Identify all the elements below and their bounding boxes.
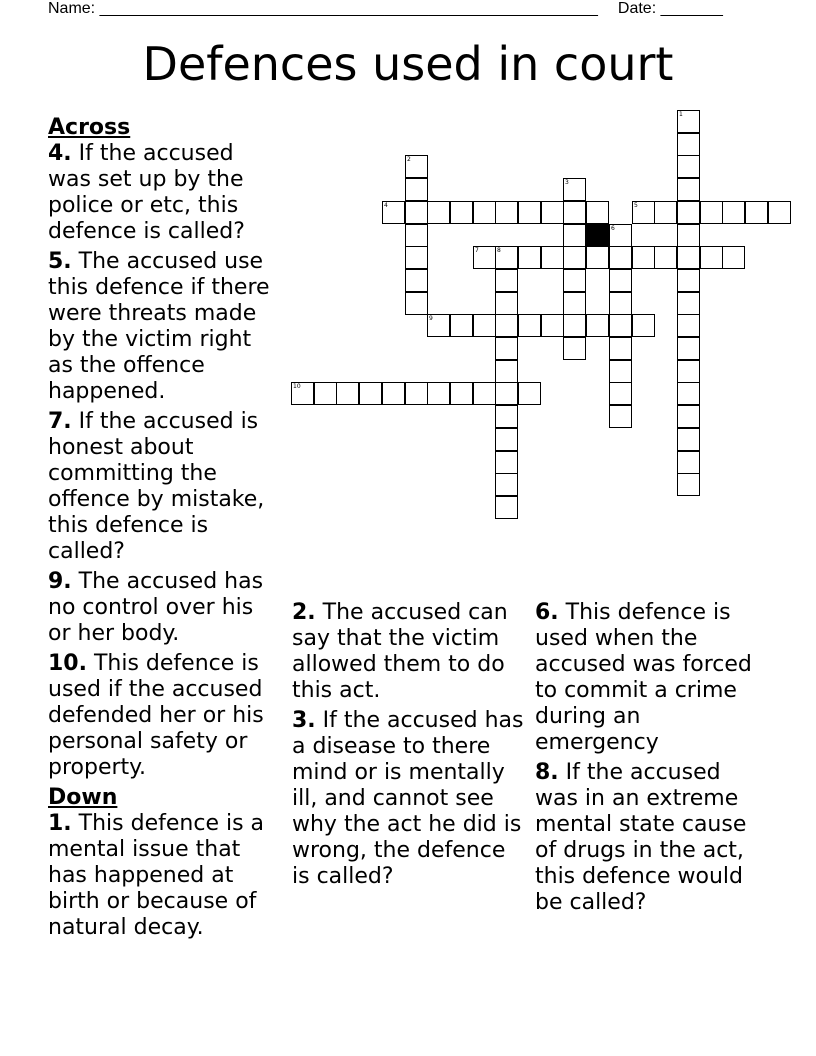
crossword-cell[interactable] [473, 382, 496, 405]
crossword-cell[interactable] [563, 246, 586, 269]
crossword-cell[interactable] [427, 314, 450, 337]
cell-number: 7 [475, 247, 479, 254]
crossword-cell[interactable] [563, 178, 586, 201]
crossword-cell[interactable] [632, 246, 655, 269]
crossword-cell[interactable] [518, 246, 541, 269]
across-clue-7 [48, 409, 280, 565]
crossword-cell[interactable] [427, 382, 450, 405]
crossword-cell[interactable] [495, 451, 518, 474]
crossword-cell[interactable] [677, 292, 700, 315]
clue-number: 9. [48, 569, 72, 594]
crossword-cell[interactable] [609, 405, 632, 428]
crossword-black-cell [586, 224, 609, 247]
clue-text: This defence is a mental issue that has happened at birth or because of natural decay. [48, 811, 265, 940]
crossword-cell[interactable] [563, 337, 586, 360]
crossword-cell[interactable] [450, 382, 473, 405]
crossword-cell[interactable] [495, 382, 518, 405]
crossword-cell[interactable] [677, 178, 700, 201]
crossword-cell[interactable] [495, 314, 518, 337]
down-clue-1 [48, 811, 280, 941]
crossword-cell[interactable] [677, 473, 700, 496]
crossword-cell[interactable] [518, 201, 541, 224]
crossword-cell[interactable] [405, 292, 428, 315]
clue-text: If the accused was set up by the police or etc, this defence is called? [48, 141, 245, 244]
cell-number: 3 [565, 179, 569, 186]
crossword-cell[interactable] [473, 201, 496, 224]
crossword-cell[interactable] [541, 201, 564, 224]
crossword-cell[interactable] [495, 246, 518, 269]
crossword-cell[interactable] [563, 224, 586, 247]
crossword-cell[interactable] [609, 292, 632, 315]
crossword-cell[interactable] [359, 382, 382, 405]
clue-column-1 [48, 115, 280, 945]
crossword-cell[interactable] [609, 269, 632, 292]
cell-number: 1 [679, 111, 683, 118]
clue-number: 4. [48, 141, 72, 166]
crossword-cell[interactable] [427, 201, 450, 224]
crossword-cell[interactable] [495, 337, 518, 360]
cell-number: 8 [497, 247, 501, 254]
crossword-cell[interactable] [518, 314, 541, 337]
crossword-cell[interactable] [563, 292, 586, 315]
cell-number: 4 [384, 202, 388, 209]
crossword-cell[interactable] [495, 360, 518, 383]
crossword-cell[interactable] [700, 246, 723, 269]
name-field[interactable]: Name: ________________________________________________________ [48, 0, 598, 17]
crossword-cell[interactable] [495, 405, 518, 428]
crossword-cell[interactable] [314, 382, 337, 405]
crossword-cell[interactable] [677, 246, 700, 269]
across-clue-9 [48, 569, 280, 647]
crossword-cell[interactable] [677, 269, 700, 292]
crossword-cell[interactable] [563, 269, 586, 292]
across-clue-4 [48, 141, 280, 245]
clue-text: If the accused was in an extreme mental state cause of drugs in the act, this defence would be called? [535, 760, 747, 915]
crossword-cell[interactable] [382, 382, 405, 405]
across-clue-10 [48, 651, 280, 781]
clue-text: This defence is used when the accused was forced to commit a crime during an emergency [535, 600, 752, 755]
crossword-cell[interactable] [677, 405, 700, 428]
down-clue-8 [535, 760, 769, 916]
cell-number: 6 [611, 225, 615, 232]
crossword-cell[interactable] [677, 201, 700, 224]
across-clue-5 [48, 249, 280, 405]
crossword-cell[interactable] [609, 246, 632, 269]
cell-number: 5 [634, 202, 638, 209]
crossword-cell[interactable] [722, 201, 745, 224]
crossword-cell[interactable] [632, 201, 655, 224]
crossword-cell[interactable] [586, 201, 609, 224]
crossword-cell[interactable] [632, 314, 655, 337]
crossword-cell[interactable] [450, 314, 473, 337]
crossword-cell[interactable] [609, 337, 632, 360]
crossword-cell[interactable] [563, 314, 586, 337]
crossword-cell[interactable] [677, 155, 700, 178]
crossword-cell[interactable] [336, 382, 359, 405]
crossword-cell[interactable] [495, 201, 518, 224]
crossword-cell[interactable] [768, 201, 791, 224]
crossword-cell[interactable] [495, 269, 518, 292]
crossword-cell[interactable] [654, 201, 677, 224]
clue-number: 3. [292, 708, 316, 733]
clue-text: The accused has no control over his or her body. [48, 569, 264, 646]
crossword-cell[interactable] [473, 314, 496, 337]
crossword-cell[interactable] [586, 314, 609, 337]
crossword-cell[interactable] [405, 382, 428, 405]
crossword-cell[interactable] [677, 428, 700, 451]
cell-number: 2 [407, 156, 411, 163]
clue-text: The accused use this defence if there were threats made by the victim right as the offence happened. [48, 249, 270, 404]
clue-text: This defence is used if the accused defended her or his personal safety or property. [48, 651, 264, 780]
crossword-cell[interactable] [586, 246, 609, 269]
crossword-cell[interactable] [541, 314, 564, 337]
name-date-line [48, 0, 723, 18]
crossword-cell[interactable] [677, 110, 700, 133]
crossword-cell[interactable] [495, 496, 518, 519]
clue-number: 7. [48, 409, 72, 434]
crossword-cell[interactable] [700, 201, 723, 224]
clue-number: 1. [48, 811, 72, 836]
date-field[interactable]: Date: _______ [617, 0, 723, 17]
crossword-cell[interactable] [382, 201, 405, 224]
crossword-cell[interactable] [609, 382, 632, 405]
crossword-cell[interactable] [405, 178, 428, 201]
across-heading: Across [48, 115, 131, 140]
clue-column-2 [292, 600, 526, 894]
crossword-cell[interactable] [677, 224, 700, 247]
crossword-cell[interactable] [609, 360, 632, 383]
clue-text: The accused can say that the victim allowed them to do this act. [292, 600, 508, 703]
down-clue-3 [292, 708, 526, 890]
clue-number: 6. [535, 600, 559, 625]
crossword-cell[interactable] [405, 201, 428, 224]
crossword-cell[interactable] [677, 451, 700, 474]
crossword-cell[interactable] [654, 246, 677, 269]
clue-number: 10. [48, 651, 87, 676]
crossword-cell[interactable] [677, 360, 700, 383]
crossword-cell[interactable] [473, 246, 496, 269]
clue-number: 8. [535, 760, 559, 785]
crossword-cell[interactable] [495, 292, 518, 315]
crossword-cell[interactable] [495, 473, 518, 496]
page-title: Defences used in court [142, 37, 674, 91]
clue-text: If the accused is honest about committing the offence by mistake, this defence is called? [48, 409, 265, 564]
clue-column-3 [535, 600, 769, 920]
cell-number: 10 [293, 383, 301, 390]
cell-number: 9 [429, 315, 433, 322]
crossword-cell[interactable] [677, 133, 700, 156]
crossword-cell[interactable] [405, 155, 428, 178]
crossword-cell[interactable] [722, 246, 745, 269]
down-clue-6 [535, 600, 769, 756]
crossword-cell[interactable] [745, 201, 768, 224]
crossword-cell[interactable] [405, 224, 428, 247]
crossword-cell[interactable] [677, 314, 700, 337]
clue-number: 5. [48, 249, 72, 274]
clue-number: 2. [292, 600, 316, 625]
crossword-cell[interactable] [677, 382, 700, 405]
crossword-cell[interactable] [405, 246, 428, 269]
crossword-cell[interactable] [609, 314, 632, 337]
crossword-cell[interactable] [609, 224, 632, 247]
crossword-cell[interactable] [518, 382, 541, 405]
down-clue-2 [292, 600, 526, 704]
crossword-cell[interactable] [677, 337, 700, 360]
crossword-cell[interactable] [450, 201, 473, 224]
crossword-cell[interactable] [495, 428, 518, 451]
clue-text: If the accused has a disease to there mind or is mentally ill, and cannot see why the act he did is wrong, the defence is called? [292, 708, 524, 889]
crossword-cell[interactable] [405, 269, 428, 292]
down-heading: Down [48, 785, 118, 810]
crossword-cell[interactable] [291, 382, 314, 405]
crossword-cell[interactable] [563, 201, 586, 224]
crossword-cell[interactable] [541, 246, 564, 269]
